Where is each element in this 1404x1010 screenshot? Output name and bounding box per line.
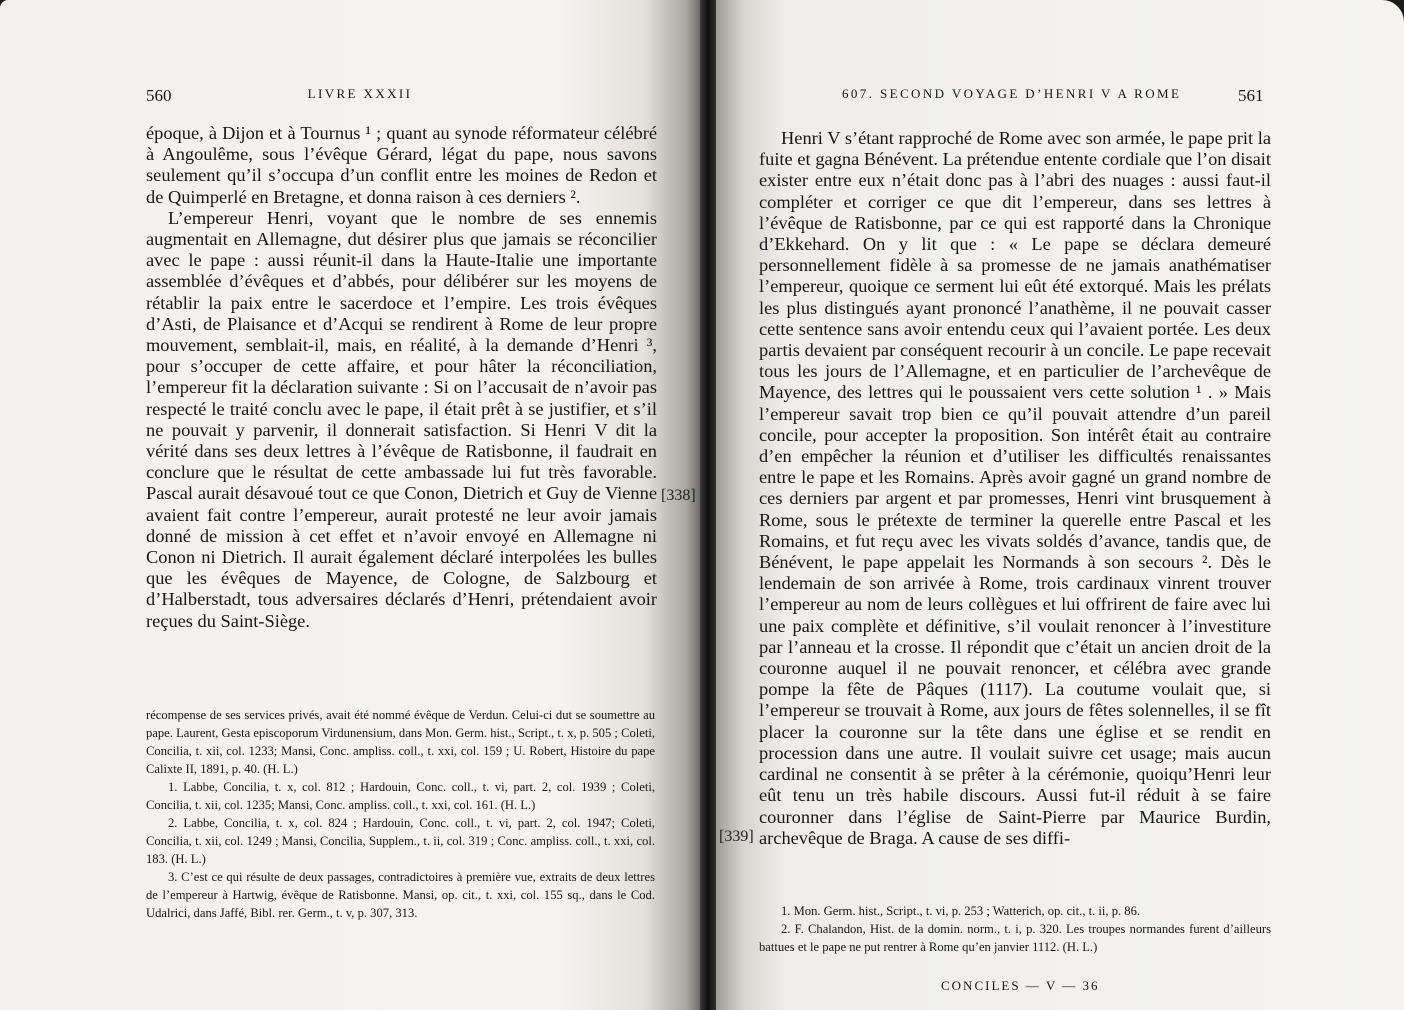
footnote: 3. C’est ce qui résulte de deux passages, contradictoires à première vue, extraits de deux lettres de l’empereur à Hartwig, évêque de Ratisbonne. Mansi, op. cit., t. xxi, col. 155 sq., dans le Cod. Udalrici, dans Jaffé, Bibl. rer. Germ., t. v, p. 307, 313. <box>146 870 655 920</box>
paragraph: époque, à Dijon et à Tournus ¹ ; quant au synode réformateur célébré à Angoulême, sous l’évêque Gérard, légat du pape, nous savons seulement qu’il s’occupa d’un conflit entre les moines de Redon et de Quimperlé en Bretagne, et donna raison à ces derniers ². <box>146 123 657 207</box>
right-page <box>716 0 1404 1010</box>
footnotes <box>759 902 1271 956</box>
main-text <box>759 128 1271 849</box>
printer-signature: CONCILES — V — 36 <box>941 978 1100 993</box>
running-head: LIVRE XXXII <box>307 86 413 101</box>
footnote: 1. Labbe, Concilia, t. x, col. 812 ; Hardouin, Conc. coll., t. vi, part. 2, col. 1939 ; Coleti, Concilia, t. xii, col. 1235; Mansi, Conc. ampliss. coll., t. xxi, col. 161. (H. L.) <box>146 780 655 812</box>
footnotes <box>146 706 655 922</box>
page-number: 560 <box>146 86 172 105</box>
margin-reference: [338] <box>661 487 696 504</box>
main-text <box>146 123 657 632</box>
book-gutter <box>700 0 716 1010</box>
paragraph: Henri V s’étant rapproché de Rome avec son armée, le pape prit la fuite et gagna Bénévent. La prétendue entente cordiale que l’on disait exister entre eux n’était donc pas à l’abri des nuages : aussi faut-il compléter et corriger ce que dit l’empereur, dans ses lettres à l’évêque de Ratisbonne, par ce qui est rapporté dans la Chronique d’Ekkehard. On y lit que : « Le pape se déclara demeuré personnellement fidèle à sa promesse de ne jamais anathématiser l’empereur, quoique ce serment lui eût été extorqué. Mais les prélats les plus distingués ayant prononcé l’anathème, il ne pouvait casser cette sentence sans avoir entendu ceux qui l’avaient portée. Les deux partis devaient par conséquent recourir à un concile. Le pape recevait tous les jours de l’Allemagne, et en particulier de l’archevêque de Mayence, des lettres qui le poussaient vers cette solution ¹ . » Mais l’empereur savait trop bien ce qu’il pouvait attendre d’un pareil concile, pour accepter la proposition. Son intérêt était au contraire d’en empêcher la réunion et d’utiliser les difficultés renaissantes entre le pape et les Romains. Après avoir gagné un grand nombre de ces derniers par argent et par promesses, Henri vint brusquement à Rome, sous le prétexte de terminer la querelle entre Pascal et les Romains, et fut reçu avec les vivats soldés d’avance, tandis que, de Bénévent, le pape appelait les Normands à son secours ². Dès le lendemain de son arrivée à Rome, trois cardinaux vinrent trouver l’empereur au nom de leurs collègues et lui offrirent de faire avec lui une paix complète et définitive, s’il voulait renoncer à l’investiture par l’anneau et la crosse. Il répondit que c’était un ancien droit de la couronne auquel il ne pouvait renoncer, et célébra avec grande pompe la fête de Pâques (1117). La coutume voulait que, si l’empereur se trouvait à Rome, aux jours de fêtes solennelles, il se fît placer la couronne sur la tête dans une église et se rendit en procession dans une autre. Il voulait suivre cet usage; mais aucun cardinal ne consentit à se prêter à la cérémonie, quoiqu’Henri leur eût tenu un très habile discours. Aussi fut-il réduit à se faire couronner dans l’église de Saint-Pierre par Maurice Burdin, archevêque de Braga. A cause de ses diffi- <box>759 128 1271 848</box>
margin-reference: [339] <box>719 828 754 845</box>
footnote: 2. Labbe, Concilia, t. x, col. 824 ; Hardouin, Conc. coll., t. vi, part. 2, col. 1947; Coleti, Concilia, t. xii, col. 1249 ; Mansi, Concilia, Supplem., t. ii, col. 319 ; Conc. ampliss. coll., t. xxi, col. 183. (H. L.) <box>146 816 655 866</box>
paragraph: L’empereur Henri, voyant que le nombre de ses ennemis augmentait en Allemagne, dut désirer plus que jamais se réconcilier avec le pape : aussi réunit-il dans la Haute-Italie une importante assemblée d’évêques et d’abbés, pour délibérer sur les moyens de rétablir la paix entre le sacerdoce et l’empire. Les trois évêques d’Asti, de Plaisance et d’Acqui se rendirent à Rome de leur propre mouvement, semblait-il, mais, en réalité, à la demande d’Henri ³, pour s’occuper de cette affaire, et pour hâter la réconciliation, l’empereur fit la déclaration suivante : Si on l’accusait de n’avoir pas respecté le traité conclu avec le pape, il était prêt à se justifier, et s’il ne pouvait y parvenir, il donnerait satisfaction. Si Henri V dit la vérité dans ses deux lettres à l’évêque de Ratisbonne, il faudrait en conclure que le résultat de cette ambassade lui fut très favorable. Pascal aurait désavoué tout ce que Conon, Dietrich et Guy de Vienne avaient fait contre l’empereur, aurait protesté ne leur avoir jamais donné de mission à cet effet et n’avoir envoyé en Allemagne ni Conon ni Dietrich. Il aurait également déclaré interpolées les bulles que les évêques de Mayence, de Cologne, de Salzbourg et d’Halberstadt, tous adversaires déclarés d’Henri, prétendaient avoir reçues du Saint-Siège. <box>146 207 657 631</box>
left-page <box>0 0 700 1010</box>
running-head: 607. SECOND VOYAGE D’HENRI V A ROME <box>842 86 1182 101</box>
footnote: 1. Mon. Germ. hist., Script., t. vi, p. 253 ; Watterich, op. cit., t. ii, p. 86. <box>781 904 1141 918</box>
page-number: 561 <box>1238 86 1264 105</box>
footnote: 2. F. Chalandon, Hist. de la domin. norm., t. i, p. 320. Les troupes normandes furent d’ailleurs battues et le pape ne put rentrer à Rome qu’en janvier 1112. (H. L.) <box>759 922 1271 954</box>
footnote: récompense de ses services privés, avait été nommé évêque de Verdun. Celui-ci dut se soumettre au pape. Laurent, Gesta episcoporum Virdunensium, dans Mon. Germ. hist., Script., t. x, p. 505 ; Coleti, Concilia, t. xii, col. 1233; Mansi, Conc. ampliss. coll., t. xxi, col. 159 ; U. Robert, Histoire du pape Calixte II, 1891, p. 40. (H. L.) <box>146 708 655 776</box>
